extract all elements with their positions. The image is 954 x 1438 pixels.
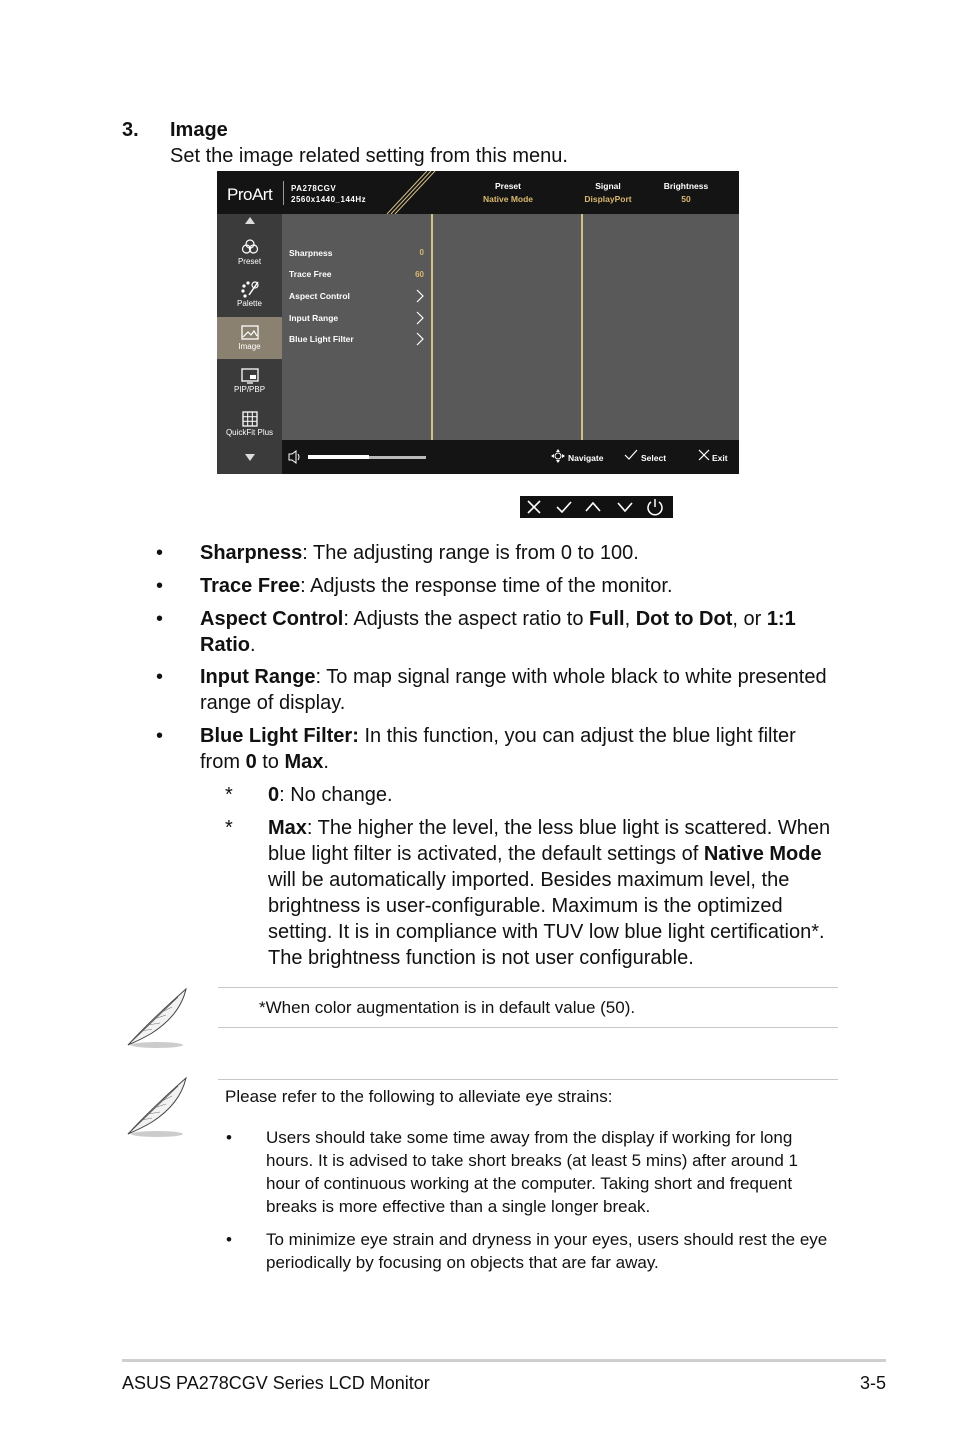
sidebar-label: Preset: [237, 257, 262, 266]
trace-free-value: 60: [415, 270, 424, 279]
volume-fill: [308, 455, 369, 459]
bullet-symbol: •: [156, 725, 164, 747]
osd-sidebar: [217, 214, 282, 474]
exit-x-icon: [698, 449, 710, 461]
select-check-icon: [624, 449, 638, 461]
bullet-blue-light-filter: Blue Light Filter: In this function, you can adjust the blue light filter from 0 to Max.: [200, 725, 796, 773]
feather-note-icon: [122, 1074, 192, 1140]
image-icon: [240, 324, 260, 342]
check-icon: [556, 501, 572, 513]
note-rule: [218, 1027, 838, 1028]
sidebar-label: PIP/PBP: [233, 385, 266, 394]
bullet-symbol: •: [156, 666, 164, 688]
close-icon: [527, 500, 541, 514]
down-arrow-icon[interactable]: [245, 454, 255, 462]
select-label: Select: [641, 453, 667, 463]
bullet-trace-free: Trace Free: Adjusts the response time of the monitor.: [200, 575, 673, 597]
section-number: 3.: [122, 119, 139, 141]
header-stripes-icon: [377, 171, 437, 214]
chevron-right-icon: [415, 311, 425, 325]
volume-icon: [287, 449, 303, 465]
bullet-symbol: •: [156, 608, 164, 630]
osd-footer: [282, 440, 739, 474]
sidebar-item-preset[interactable]: [217, 231, 282, 273]
exit-label: Exit: [712, 453, 728, 463]
menu-item-blue-light-filter[interactable]: Blue Light Filter: [289, 334, 354, 344]
bullet-symbol: •: [156, 542, 164, 564]
page-number: 3-5: [859, 1373, 886, 1393]
pip-pbp-icon: [240, 367, 260, 385]
note-rule: [218, 987, 838, 988]
note-item-breaks: Users should take some time away from the display if working for long hours. It is advised to take short breaks (at least 5 mins) after around 1 hour of continuous working at the computer. Taking short and frequent breaks is more effective than a single longer break.: [266, 1128, 798, 1216]
status-brightness: Brightness 50: [663, 181, 709, 204]
note-item-rest-eyes: To minimize eye strain and dryness in your eyes, users should rest the eye periodically by focusing on objects that are far away.: [266, 1230, 828, 1272]
model-info: [291, 183, 366, 205]
navigate-label: Navigate: [568, 453, 604, 463]
menu-item-aspect-control[interactable]: Aspect Control: [289, 291, 350, 301]
bullet-aspect-control: Aspect Control: Adjusts the aspect ratio to Full, Dot to Dot, or 1:1 Ratio.: [200, 608, 796, 656]
chevron-down-icon: [617, 501, 633, 513]
sidebar-item-quickfit-plus[interactable]: [217, 403, 282, 445]
status-signal: Signal DisplayPort: [584, 181, 632, 204]
sub-bullet-max: Max: The higher the level, the less blue light is scattered. When blue light filter is activated, the default settings of Native Mode will be automatically imported. Besides maximum level, the brightness is user-configurable. Maximum is the optimized setting. It is in compliance with TUV low blue light certification*. The brightness function is not user configurable.: [268, 817, 831, 969]
proart-logo: ProArt: [227, 185, 273, 204]
sub-bullet-symbol: *: [225, 784, 233, 806]
quickfit-grid-icon: [240, 410, 260, 428]
note-color-augmentation: *When color augmentation is in default value (50).: [259, 998, 636, 1017]
osd-screenshot: [217, 171, 739, 474]
model-resolution: 2560x1440_144Hz: [291, 195, 367, 204]
up-arrow-icon[interactable]: [245, 217, 255, 225]
bullet-sharpness: Sharpness: The adjusting range is from 0 to 100.: [200, 542, 639, 564]
control-keys-bar: [520, 496, 673, 518]
note-rule: [218, 1079, 838, 1080]
palette-icon: [239, 279, 261, 299]
bullet-input-range: Input Range: To map signal range with whole black to white presented range of display.: [200, 666, 827, 714]
navigate-icon: [550, 448, 566, 464]
sidebar-item-image[interactable]: [217, 317, 282, 359]
model-name: PA278CGV: [291, 184, 337, 193]
chevron-right-icon: [415, 332, 425, 346]
sidebar-label: Image: [238, 342, 261, 351]
section-title: Image: [170, 119, 228, 141]
footer-title: ASUS PA278CGV Series LCD Monitor: [122, 1373, 430, 1393]
logo-divider: [283, 181, 284, 205]
menu-item-trace-free[interactable]: Trace Free: [289, 269, 332, 279]
sidebar-label: QuickFit Plus: [225, 428, 274, 437]
sidebar-item-palette[interactable]: [217, 274, 282, 316]
osd-header: [217, 171, 739, 214]
note-bullet-symbol: •: [226, 1230, 232, 1249]
feather-note-icon: [122, 985, 192, 1051]
sidebar-item-pip-pbp[interactable]: [217, 360, 282, 402]
bullet-symbol: •: [156, 575, 164, 597]
power-icon: [646, 498, 664, 516]
column-divider: [431, 214, 433, 440]
note-eye-strain-intro: Please refer to the following to alleviate eye strains:: [225, 1087, 613, 1106]
footer-rule: [122, 1359, 886, 1362]
chevron-right-icon: [415, 289, 425, 303]
note-bullet-symbol: •: [226, 1128, 232, 1147]
sub-bullet-symbol: *: [225, 817, 233, 839]
preset-icon: [240, 237, 260, 257]
chevron-up-icon: [585, 501, 601, 513]
status-preset: Preset Native Mode: [482, 181, 534, 204]
section-description: Set the image related setting from this menu.: [170, 145, 568, 167]
menu-item-input-range[interactable]: Input Range: [289, 313, 339, 323]
sidebar-label: Palette: [237, 299, 262, 308]
sharpness-value: 0: [419, 248, 424, 257]
column-divider: [581, 214, 583, 440]
menu-item-sharpness[interactable]: Sharpness: [289, 248, 333, 258]
sub-bullet-zero: 0: No change.: [268, 784, 393, 806]
